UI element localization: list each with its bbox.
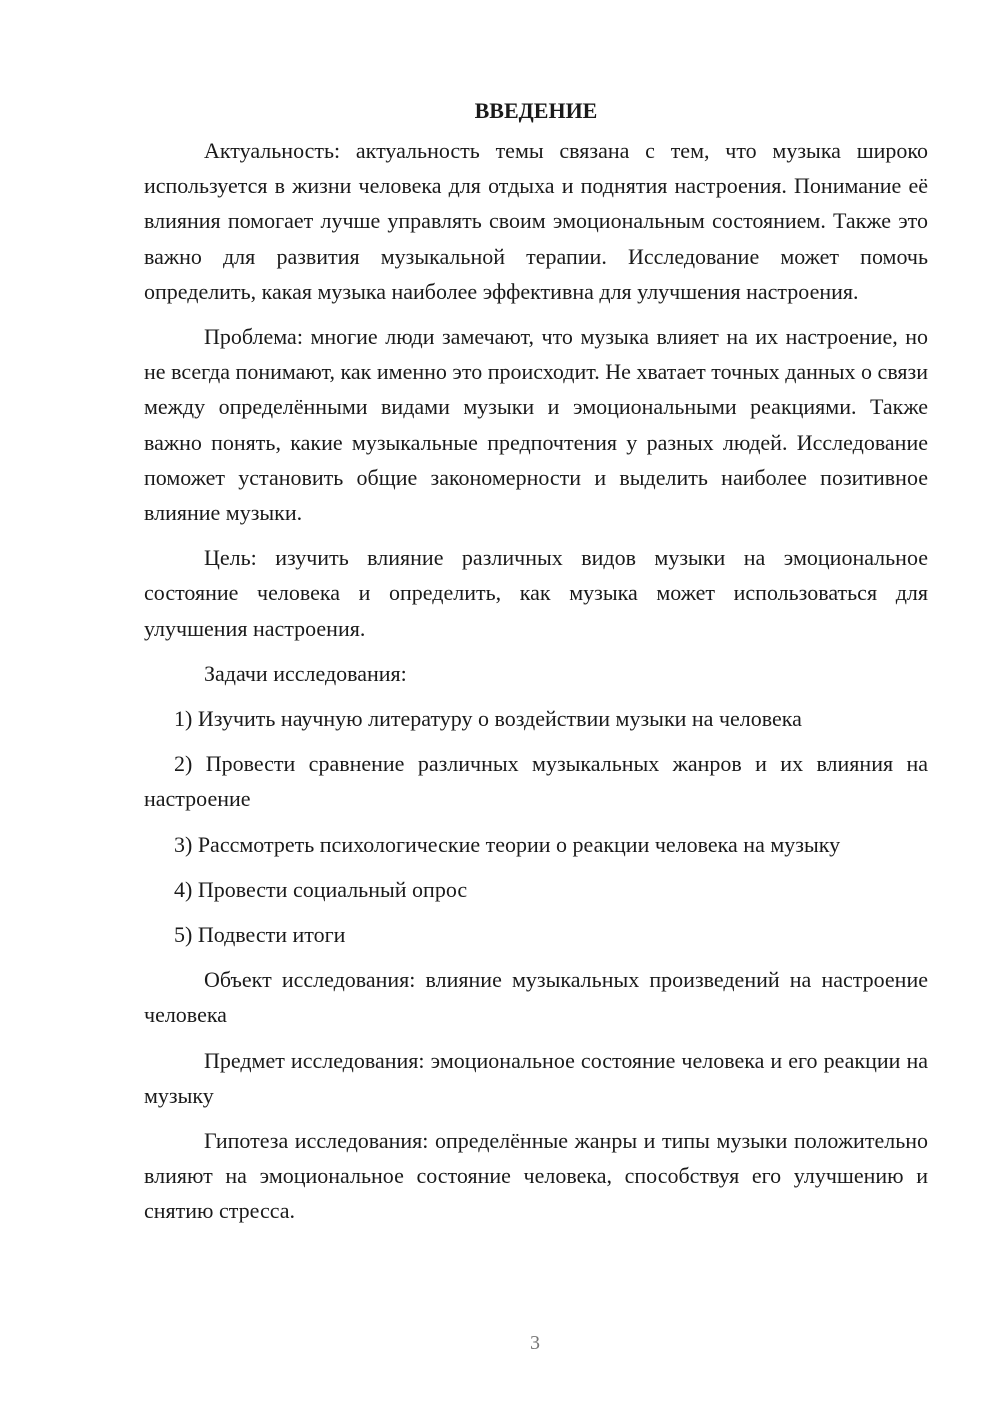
object-paragraph: Объект исследования: влияние музыкальных произведений на настроение человека bbox=[144, 967, 928, 1028]
task-item-4: 4) Провести социальный опрос bbox=[174, 876, 468, 902]
relevance-paragraph: Актуальность: актуальность темы связана с тем, что музыка широко используется в жизни человека для отдыха и поднятия настроения. Понимание её влияния помогает лучше управлять своим эмоциональным состоянием. Также это важно для развития музыкальной терапии. Исследование может помочь определить, какая музыка наиболее эффективна для улучшения настроения. bbox=[144, 138, 928, 304]
problem-paragraph: Проблема: многие люди замечают, что музыка влияет на их настроение, но не всегда понимают, как именно это происходит. Не хватает точных данных о связи между определёнными видами музыки и эмоциональными реакциями. Также важно понять, какие музыкальные предпочтения у разных людей. Исследование поможет установить общие закономерности и выделить наиболее позитивное влияние музыки. bbox=[144, 324, 928, 526]
page-number: 3 bbox=[530, 1332, 540, 1354]
task-item-2: 2) Провести сравнение различных музыкальных жанров и их влияния на настроение bbox=[144, 751, 928, 812]
task-item-5: 5) Подвести итоги bbox=[174, 922, 346, 948]
task-item-1: 1) Изучить научную литературу о воздействии музыки на человека bbox=[174, 706, 802, 732]
goal-paragraph: Цель: изучить влияние различных видов музыки на эмоциональное состояние человека и определить, как музыка может использоваться для улучшения настроения. bbox=[144, 545, 928, 641]
page-title: ВВЕДЕНИЕ bbox=[474, 98, 598, 123]
tasks-heading: Задачи исследования: bbox=[204, 660, 407, 686]
document-page bbox=[144, 96, 928, 1239]
subject-paragraph: Предмет исследования: эмоциональное состояние человека и его реакции на музыку bbox=[144, 1047, 928, 1108]
hypothesis-paragraph: Гипотеза исследования: определённые жанры и типы музыки положительно влияют на эмоциональное состояние человека, способствуя его улучшению и снятию стресса. bbox=[144, 1128, 928, 1224]
task-item-3: 3) Рассмотреть психологические теории о реакции человека на музыку bbox=[174, 831, 841, 857]
